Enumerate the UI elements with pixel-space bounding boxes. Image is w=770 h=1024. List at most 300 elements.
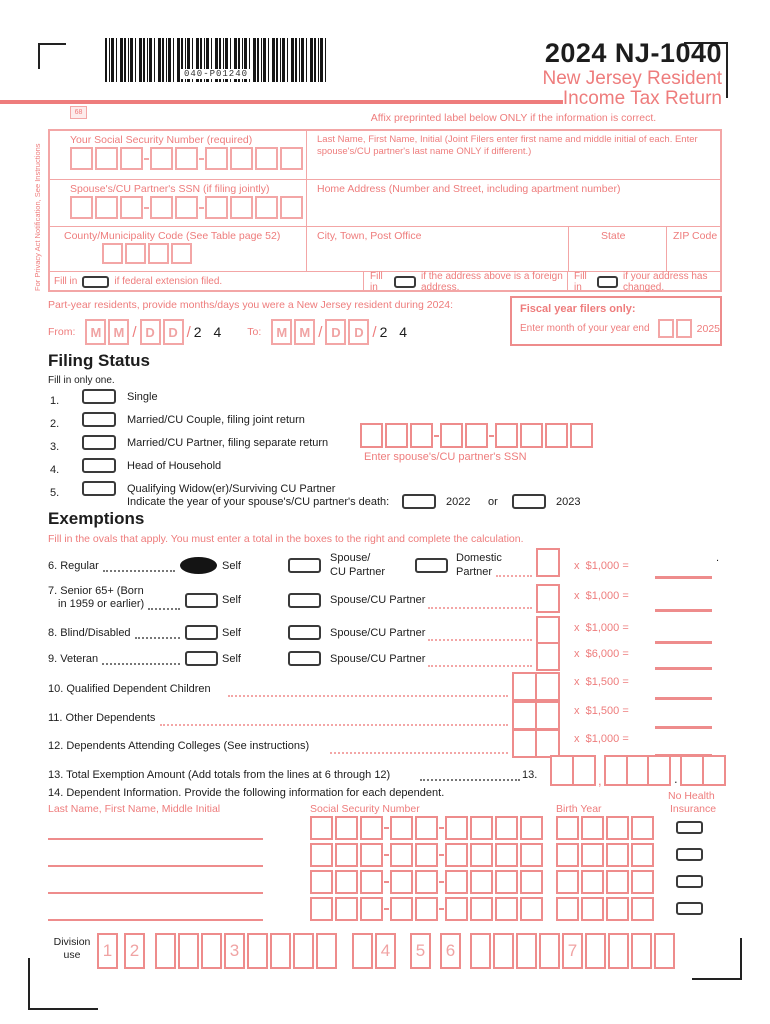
digit-box[interactable] [445,816,468,840]
digit-box[interactable] [390,897,413,921]
digit-box[interactable] [360,870,383,894]
filing-status-item-2 [50,414,305,432]
exemptions-heading: Exemptions [48,509,145,528]
digit-box[interactable] [556,897,579,921]
digit-box[interactable] [102,243,123,264]
other-dependents-mult: x $1,500 = [574,705,629,717]
dependents-health-header-1: No Health [668,790,715,802]
digit-box[interactable] [120,147,143,170]
dependent-row [0,897,770,924]
digit-box[interactable] [631,933,652,969]
digit-box[interactable] [470,870,493,894]
blind-amount-blank[interactable] [655,640,712,644]
exemptions-note: Fill in the ovals that apply. You must enter a total in the boxes to the right and complete the calculation. [48,533,524,545]
digit-box[interactable] [445,870,468,894]
digit-box[interactable] [390,816,413,840]
digit-box[interactable] [360,843,383,867]
foreign-address-checkbox[interactable] [394,276,416,288]
from-year: 2 4 [193,324,226,340]
no-health-insurance-checkbox[interactable] [676,875,703,888]
blind-self-checkbox[interactable] [185,625,218,640]
spouse-cu-label: Spouse/CU Partner [330,653,426,665]
digit-box[interactable] [606,897,629,921]
month-digit-box[interactable]: M [271,319,292,345]
veteran-self-checkbox[interactable] [185,651,218,666]
other-dependents-amount-blank[interactable] [655,725,712,729]
digit-box[interactable] [280,196,303,219]
spouse-label-line1: Spouse/ [330,552,371,564]
federal-extension-label: if federal extension filed. [114,276,223,287]
dependent-birth-year-boxes[interactable] [556,843,654,867]
digit-box[interactable] [150,147,173,170]
no-health-insurance-checkbox[interactable] [676,821,703,834]
dependent-row [0,870,770,897]
fill-in-label: Fill in [574,270,587,293]
digit-box[interactable] [230,147,253,170]
item-number: 5. [50,487,60,499]
title-block [402,38,722,109]
veteran-label: 9. Veteran [48,653,99,665]
county-code-boxes[interactable] [102,243,306,264]
regular-spouse-checkbox[interactable] [288,558,321,573]
dependent-row [0,843,770,870]
digit-box[interactable] [581,843,604,867]
digit-box[interactable] [702,755,726,786]
regular-self-oval-filled[interactable] [180,557,217,574]
division-box-5[interactable]: 5 [410,933,431,969]
corner-mark-top-left [38,43,66,69]
form-subtitle-2: Income Tax Return [562,88,722,109]
digit-box[interactable] [495,843,518,867]
veteran-spouse-checkbox[interactable] [288,651,321,666]
blind-mult: x $1,000 = [574,622,629,634]
digit-box[interactable] [255,196,278,219]
division-label-line1: Division [53,936,91,948]
division-box-group-3[interactable] [155,933,337,969]
your-ssn-boxes[interactable] [70,147,306,170]
date-slash: / [372,323,377,341]
digit-box[interactable] [520,843,543,867]
item-number: 2. [50,418,60,430]
digit-box[interactable] [410,423,433,448]
senior-amount-blank[interactable] [655,608,712,612]
digit-box[interactable] [335,816,358,840]
children-count-boxes[interactable] [512,672,560,701]
to-year: 2 4 [379,324,412,340]
exemption-row-10 [0,674,770,704]
no-health-insurance-checkbox[interactable] [676,902,703,915]
digit-box[interactable] [270,933,291,969]
month-digit-box[interactable]: M [108,319,129,345]
dependent-row [0,816,770,843]
filing-status-heading: Filing Status [48,351,150,370]
digit-box[interactable] [495,870,518,894]
digit-box[interactable] [520,870,543,894]
digit-box[interactable] [335,897,358,921]
regular-amount-blank[interactable] [655,575,712,579]
digit-box[interactable] [390,870,413,894]
affix-note: Affix preprinted label below ONLY if the information is correct. [370,112,657,124]
name-label: Last Name, First Name, Initial (Joint Filers enter first name and middle initial of each. Enter spouse's/CU partner's last name ONLY if different.) [317,134,698,157]
digit-box[interactable] [520,816,543,840]
to-label: To: [247,326,262,338]
regular-mult: x $1,000 = [574,560,629,572]
colleges-count-boxes[interactable] [512,729,560,758]
federal-extension-checkbox[interactable] [82,276,109,288]
digit-box[interactable] [512,729,537,758]
from-label: From: [48,326,76,338]
widower-label: Qualifying Widow(er)/Surviving CU Partner [127,483,336,495]
digit-box[interactable] [316,933,337,969]
digit-box[interactable] [495,897,518,921]
your-ssn-cell [50,131,307,179]
digit-box[interactable] [495,423,518,448]
filing-status-item-5 [50,483,581,508]
decimal-separator: . [674,771,678,786]
digit-box[interactable] [495,816,518,840]
filing-status-item-1 [50,391,158,409]
digit-box[interactable] [415,897,438,921]
digit-box[interactable] [175,196,198,219]
barcode [105,38,327,82]
digit-box[interactable] [352,933,373,969]
division-use-label [50,936,94,962]
dependents-birth-header: Birth Year [556,803,602,815]
senior-self-checkbox[interactable] [185,593,218,608]
exemption-row-9 [0,645,770,675]
division-box-2[interactable]: 2 [124,933,145,969]
digit-box[interactable] [606,816,629,840]
colleges-label: 12. Dependents Attending Colleges (See instructions) [48,740,310,752]
veteran-count-box[interactable] [536,642,560,671]
digit-box[interactable] [606,843,629,867]
self-label: Self [222,560,241,572]
dependent-ssn-boxes[interactable] [310,870,543,894]
digit-box[interactable] [255,147,278,170]
digit-box[interactable] [335,843,358,867]
header-rule [0,100,563,104]
digit-box[interactable] [512,672,537,701]
dependent-name-line[interactable] [48,918,263,921]
division-label-line2: use [63,949,81,961]
total-exemption-boxes-cents[interactable] [680,755,726,786]
colleges-mult: x $1,000 = [574,733,629,745]
blind-spouse-checkbox[interactable] [288,625,321,640]
or-label: or [488,496,498,508]
other-dependents-count-boxes[interactable] [512,701,560,730]
day-digit-box[interactable]: D [348,319,369,345]
digit-box[interactable] [626,755,650,786]
domestic-label-line2: Partner [456,566,493,578]
digit-box[interactable] [385,423,408,448]
digit-box[interactable] [230,196,253,219]
digit-box[interactable] [604,755,628,786]
dependents-name-header: Last Name, First Name, Middle Initial [48,803,221,815]
digit-box[interactable] [171,243,192,264]
fill-in-label: Fill in [54,276,78,287]
digit-box[interactable] [335,870,358,894]
foreign-address-cell [364,272,568,291]
spouse-ssn-note: Enter spouse's/CU partner's SSN [364,451,527,463]
dependents-ssn-header: Social Security Number [310,803,420,815]
digit-box[interactable] [676,319,692,338]
city-label: City, Town, Post Office [317,230,422,242]
senior-label-line2: in 1959 or earlier) [58,598,145,610]
stray-dot: . [716,552,720,564]
digit-box[interactable] [535,672,560,701]
dependents-health-header-2: Insurance [670,803,717,815]
dependent-name-line[interactable] [48,864,263,867]
married-separate-checkbox[interactable] [82,435,116,450]
digit-box[interactable] [556,870,579,894]
digit-box[interactable] [205,196,228,219]
division-box-6[interactable]: 6 [440,933,461,969]
date-slash: / [132,323,137,341]
taxpayer-label-box [48,129,722,292]
exemption-row-13 [0,755,770,791]
state-label: State [601,230,626,242]
from-month-boxes[interactable] [85,319,129,345]
digit-box[interactable] [280,147,303,170]
dependent-birth-year-boxes[interactable] [556,897,654,921]
digit-box[interactable] [360,423,383,448]
digit-box[interactable] [654,933,675,969]
digit-box[interactable] [520,897,543,921]
county-code-label: County/Municipality Code (See Table page 52) [64,230,281,242]
corner-code-box: 68 [70,106,87,119]
blind-count-box[interactable] [536,616,560,645]
spouse-ssn-boxes[interactable] [70,196,306,219]
digit-box[interactable] [205,147,228,170]
digit-box[interactable] [95,147,118,170]
dependent-ssn-boxes[interactable] [310,816,543,840]
filing-status-note: Fill in only one. [48,375,115,386]
veteran-amount-blank[interactable] [655,666,712,670]
spouse-cu-label: Spouse/CU Partner [330,627,426,639]
digit-box[interactable] [310,843,333,867]
home-address-cell[interactable] [307,180,720,226]
foreign-address-label: if the address above is a foreign address. [421,270,563,293]
digit-box[interactable] [415,843,438,867]
digit-box[interactable] [150,196,173,219]
fiscal-year: 2025 [696,322,720,335]
city-cell[interactable] [307,227,569,271]
digit-box[interactable] [470,816,493,840]
digit-box[interactable] [572,755,596,786]
veteran-mult: x $6,000 = [574,648,629,660]
digit-box[interactable] [470,933,491,969]
dependent-name-line[interactable] [48,891,263,894]
digit-box[interactable] [70,147,93,170]
digit-box[interactable] [550,755,574,786]
month-digit-box[interactable]: M [294,319,315,345]
digit-box[interactable] [125,243,146,264]
regular-domestic-checkbox[interactable] [415,558,448,573]
senior-label-line1: 7. Senior 65+ (Born [48,585,144,597]
address-changed-checkbox[interactable] [597,276,618,288]
dependent-name-line[interactable] [48,837,263,840]
fiscal-year-box [510,296,722,346]
digit-box[interactable] [95,196,118,219]
fiscal-label: Enter month of your year end [520,323,650,334]
division-box-1[interactable]: 1 [97,933,118,969]
digit-box[interactable] [415,816,438,840]
death-2022-label: 2022 [446,496,471,508]
digit-box[interactable] [631,843,654,867]
digit-box[interactable] [631,816,654,840]
form-subtitle-1: New Jersey Resident [542,68,722,89]
digit-box[interactable] [445,897,468,921]
digit-box[interactable] [445,843,468,867]
privacy-note: For Privacy Act Notification, See Instructions [33,143,42,291]
day-digit-box[interactable]: D [163,319,184,345]
filing-spouse-ssn-boxes[interactable] [360,423,593,448]
total-exemption-boxes-hundreds[interactable] [604,755,671,786]
digit-box[interactable] [512,701,537,730]
digit-box[interactable] [470,843,493,867]
spouse-cu-label: Spouse/CU Partner [330,594,426,606]
digit-box[interactable] [606,870,629,894]
digit-box[interactable] [581,816,604,840]
digit-box[interactable] [70,196,93,219]
self-label: Self [222,594,241,606]
day-digit-box[interactable]: D [325,319,346,345]
item-number: 3. [50,441,60,453]
death-year-label: Indicate the year of your spouse's/CU partner's death: [127,496,390,508]
address-changed-cell [568,272,720,291]
digit-box[interactable] [520,423,543,448]
from-day-boxes[interactable] [140,319,184,345]
day-digit-box[interactable]: D [140,319,161,345]
digit-box[interactable] [465,423,488,448]
digit-box[interactable] [175,147,198,170]
month-digit-box[interactable]: M [85,319,106,345]
dependent-birth-year-boxes[interactable] [556,870,654,894]
digit-box[interactable] [440,423,463,448]
digit-box[interactable] [545,423,568,448]
digit-box[interactable] [570,423,593,448]
line-13-ref: 13. [522,769,538,781]
regular-count-box[interactable] [536,548,560,577]
head-of-household-checkbox[interactable] [82,458,116,473]
digit-box[interactable] [178,933,199,969]
state-cell[interactable] [569,227,667,271]
division-box-3[interactable]: 3 [224,933,245,969]
domestic-label-line1: Domestic [456,552,502,564]
dependent-birth-year-boxes[interactable] [556,816,654,840]
spouse-label-line2: CU Partner [330,566,386,578]
division-box-7[interactable]: 7 [562,933,583,969]
digit-box[interactable] [581,897,604,921]
digit-box[interactable] [310,870,333,894]
digit-box[interactable] [539,933,560,969]
division-box-group-4[interactable] [352,933,396,969]
dependents-heading: 14. Dependent Information. Provide the following information for each dependent. [48,787,445,799]
dependent-ssn-boxes[interactable] [310,897,543,921]
zip-cell[interactable] [667,227,720,271]
digit-box[interactable] [493,933,514,969]
division-box-4[interactable]: 4 [375,933,396,969]
to-month-boxes[interactable] [271,319,315,345]
barcode-text: 040-P01240 [181,69,251,79]
home-address-label: Home Address (Number and Street, including apartment number) [317,183,621,195]
widower-checkbox[interactable] [82,481,116,496]
digit-box[interactable] [631,870,654,894]
filing-status-item-4 [50,460,222,478]
no-health-insurance-checkbox[interactable] [676,848,703,861]
total-exemption-boxes-thousands[interactable] [550,755,596,786]
digit-box[interactable] [658,319,674,338]
digit-box[interactable] [310,816,333,840]
digit-box[interactable] [390,843,413,867]
digit-box[interactable] [631,897,654,921]
digit-box[interactable] [360,816,383,840]
digit-box[interactable] [415,870,438,894]
digit-box[interactable] [310,897,333,921]
division-use-row [0,930,770,972]
married-joint-label: Married/CU Couple, filing joint return [127,414,305,426]
division-box-group-7[interactable] [470,933,675,969]
digit-box[interactable] [556,843,579,867]
digit-box[interactable] [647,755,671,786]
digit-box[interactable] [247,933,268,969]
blind-label: 8. Blind/Disabled [48,627,131,639]
digit-box[interactable] [470,897,493,921]
digit-box[interactable] [155,933,176,969]
single-label: Single [127,391,158,403]
senior-spouse-checkbox[interactable] [288,593,321,608]
item-number: 1. [50,395,60,407]
county-code-cell [50,227,307,271]
date-slash: / [186,323,191,341]
married-joint-checkbox[interactable] [82,412,116,427]
filing-status-item-3 [50,437,329,455]
digit-box[interactable] [585,933,606,969]
digit-box[interactable] [201,933,222,969]
digit-box[interactable] [581,870,604,894]
fiscal-title: Fiscal year filers only: [520,303,636,315]
death-2023-label: 2023 [556,496,581,508]
digit-box[interactable] [148,243,169,264]
death-2023-checkbox[interactable] [512,494,546,509]
digit-box[interactable] [556,816,579,840]
date-slash: / [318,323,323,341]
your-ssn-label: Your Social Security Number (required) [70,134,253,146]
digit-box[interactable] [608,933,629,969]
digit-box[interactable] [293,933,314,969]
to-day-boxes[interactable] [325,319,369,345]
name-cell[interactable] [307,131,720,179]
exemption-row-6 [0,552,770,584]
digit-box[interactable] [120,196,143,219]
address-changed-label: if your address has changed. [623,270,708,293]
children-amount-blank[interactable] [655,696,712,700]
death-2022-checkbox[interactable] [402,494,436,509]
fiscal-month-boxes[interactable] [658,319,692,338]
fill-in-label: Fill in [370,270,383,293]
digit-box[interactable] [516,933,537,969]
digit-box[interactable] [360,897,383,921]
children-mult: x $1,500 = [574,676,629,688]
digit-box[interactable] [680,755,704,786]
senior-count-box[interactable] [536,584,560,613]
spouse-ssn-cell [50,180,307,226]
regular-label: 6. Regular [48,560,99,572]
single-checkbox[interactable] [82,389,116,404]
digit-box[interactable] [535,729,560,758]
digit-box[interactable] [535,701,560,730]
dependent-ssn-boxes[interactable] [310,843,543,867]
